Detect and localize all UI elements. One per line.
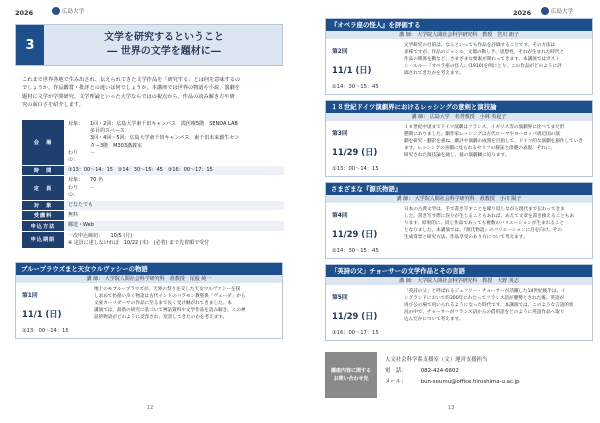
lecture-time: ②14：30〜15：45: [332, 84, 379, 90]
contact-box: [325, 352, 593, 398]
info-key: 申込期限: [22, 232, 64, 248]
intro-line: 究の面白さを紹介します。: [22, 102, 84, 109]
description-line: ン・ルルー『オペラ座の怪人』(1910)を例にとり、この作品がどのように評: [404, 64, 562, 70]
lecture-lecturer: 講 師： 大学院人間社会科学研究科 教授 大野 英志: [326, 277, 592, 285]
info-value: ①13：00〜14：15 ②14：30〜15：45 ③16：00〜17：15: [64, 166, 284, 175]
venue-taisho-label: 対象：: [68, 121, 84, 127]
description-line: 文学研究の目的は、なんといっても作品を評価することです。その方法は: [404, 43, 556, 48]
venue-line: 1回・2回：広島大学東千田キャンパス 霞医療5階 SENDA LAB: [90, 121, 238, 127]
intro-line: これまで世界各地で生み出され、伝えられてきた文学作品を「研究する」とは何を意味するの: [22, 77, 241, 83]
lecture-card-3: [325, 100, 593, 177]
description-line: し求めて彷徨い歩く物語は古代インドのバラモン教聖典「ヴェーダ」から: [94, 294, 246, 300]
course-title-line2: ― 世界の文学を題材に―: [107, 46, 221, 57]
capacity-taisho: 70 名: [90, 177, 103, 184]
lecture-lecturer: 講 師： 広島大学 名誉教授 小林 英起子: [326, 113, 592, 121]
lecture-description: [402, 121, 592, 176]
info-row-period: [22, 232, 284, 249]
description-line: 劇を研究・翻訳を重ね、劇評や演劇の成熟を目指して、ドイツ的な演劇を創作していき: [404, 139, 583, 145]
venue-line: 3回・4回・5回：広島大学東千田キャンパス 東千田未来創生セン: [90, 135, 240, 142]
lecture-time: ③16：00〜17：15: [332, 330, 379, 336]
lecture-card-1: [15, 262, 283, 339]
contact-heading-line: お問い合わせ先: [333, 376, 369, 382]
info-key: 申込方法: [22, 221, 64, 230]
lecture-description: [92, 283, 282, 338]
lecture-description: [402, 285, 592, 340]
lecture-date: 11/29 (日): [332, 311, 378, 321]
contact-details: [377, 352, 593, 398]
lecture-date: 11/1 (日): [332, 65, 372, 75]
lecture-lecturer: 講 師： 大学院人間社会科学研究科 教授 宮川 朗子: [326, 31, 592, 39]
intro-line: でしょうか。作品鑑賞・批評との違いは何でしょうか。本講座では世界の物語や小説、演劇を: [22, 85, 240, 92]
description-line: ングランドにおいて約300年にわたってフランス語が優勢とされた後、英語が: [404, 296, 565, 302]
description-line: １８世紀中頃までドイツ演劇はフランス、イギリス等の演劇界に比べてまだ形: [404, 125, 565, 130]
info-value: 郵送・Web: [64, 221, 284, 230]
lecture-date: 11/29 (日): [332, 147, 378, 157]
lecture-title: 「英詩の父」チョーサーの文学作品とその言語: [326, 265, 592, 277]
lecture-number: 第1回: [22, 293, 38, 299]
info-key: 受講料: [22, 211, 64, 220]
lecture-time: ①13：00〜14：15: [332, 166, 379, 172]
mail-label: メール：: [385, 379, 407, 385]
mail-address[interactable]: bun-soumu@office.hiroshima-u.ac.jp: [420, 379, 520, 385]
lecture-date: 11/29 (日): [332, 229, 378, 239]
info-value: [64, 176, 284, 200]
lecture-card-5: [325, 264, 593, 341]
info-value: 無料: [64, 211, 284, 220]
university-emblem-icon: [52, 7, 60, 15]
page-number: 12: [147, 405, 154, 411]
lecture-title: 『オペラ座の怪人』を評価する: [326, 19, 592, 31]
year-label: 2026: [513, 9, 532, 17]
lecture-description: [402, 203, 592, 258]
info-value: [64, 120, 284, 165]
lecture-title: ブループラウズまと天女ウルヴァシーの物語: [16, 263, 282, 275]
description-line: 研究された演技論を通し、彼の演劇観に迫ります。: [404, 153, 510, 159]
description-line: 多様ですが、作品のジャンル、文壇の動し手、思想性、それが生まれた時代と: [404, 50, 565, 56]
info-value: どなたでも: [64, 201, 284, 210]
venue-line: 多目的スペース: [90, 128, 125, 135]
description-line: 生成背景と研究方法、作品享受のあり方について考えます。: [404, 235, 528, 241]
lecture-date: 11/1 (日): [22, 309, 62, 319]
info-row-venue: [22, 120, 284, 166]
lecture-title: １８世紀ドイツ演劇界におけるレッシングの意剣と演技論: [326, 101, 592, 113]
contact-org: 人文社会科学系支援室（文）運営支援担当: [385, 357, 488, 363]
description-line: 価されてきたかを考えます。: [404, 71, 464, 77]
university-logo: [541, 7, 573, 15]
lecture-card-4: [325, 182, 593, 259]
info-row-capacity: [22, 176, 284, 201]
course-info-table: [22, 120, 284, 249]
university-emblem-icon: [541, 7, 549, 15]
period-line: ※ 定員に達しなければ 10/22 (木) (必着) まで先着順で受付: [68, 239, 210, 246]
course-title: [46, 31, 282, 59]
capacity-taisho-label: 対象：: [68, 177, 84, 184]
info-row-time: [22, 166, 284, 176]
course-number: 3: [16, 25, 44, 65]
contact-heading-line: 講座内容に関する: [330, 368, 371, 374]
venue-line: ター3階 M303講義室: [90, 142, 143, 149]
intro-line: 題材に文学が学問研究、文学理論といった大学ならではの視点から、作品の読み解き方や研: [22, 93, 235, 100]
description-line: 況の中で、チョーサーがフランス語からの借用語をどのように英語作品へ取り: [404, 310, 565, 316]
description-line: 講演では、最新の研究に基づいて神話資料や文学作品を読み解き、この神: [94, 308, 246, 314]
venue-online: －: [90, 149, 96, 156]
description-line: 再び公の場で用いられるようになった時代です。本講演では、このような言語的状: [404, 303, 574, 309]
course-intro: [22, 76, 284, 110]
info-row-fee: [22, 211, 284, 221]
lecture-number: 第3回: [332, 131, 348, 137]
lecture-description: [402, 39, 592, 94]
info-value: [64, 232, 284, 248]
description-line: 話的物語がどのように受容され、変容してきたのかを考えます。: [94, 315, 228, 321]
lecture-time: ②14：30〜15：45: [332, 248, 379, 254]
university-logo: [52, 7, 84, 15]
lecture-lecturer: 講 師： 大学院人間社会科学研究科 准教授 小川 陽子: [326, 195, 592, 203]
venue-online-label: わりの：: [68, 149, 79, 164]
description-line: した。書き写す際に誤りが生じることもあれば、あえて文章を書き換えることもあ: [404, 214, 574, 220]
logo-text: 広島大学: [62, 9, 85, 15]
period-line: 一次申込締切： 10/5 (月): [68, 232, 133, 239]
capacity-online-label: わりの：: [68, 184, 79, 198]
year-label: 2026: [15, 9, 34, 17]
lecture-card-2: [325, 18, 593, 95]
description-line: 日本の古典文学は、手で書き写すことを繰り返しながら現代まで伝わってきま: [404, 207, 565, 212]
description-line: 態期にありました。劇作家レッシングは古代ローマやヨーロッパ周辺国の演: [404, 132, 560, 138]
tel-number: 082-424-6602: [420, 368, 459, 374]
lecture-title: さまざまな『源氏物語』: [326, 183, 592, 195]
info-row-target: [22, 201, 284, 211]
lecture-number: 第4回: [332, 213, 348, 219]
description-line: 「英詩の父」と呼ばれるジェフリー・チョーサーが活躍した14世紀後半は、イ: [404, 289, 566, 294]
course-title-line1: 文学を研究するということ: [104, 32, 224, 43]
info-key: 時 間: [22, 166, 64, 175]
description-line: 地上のモブループラウズが、天界の契りを交した天女ウルヴァシーを探: [94, 287, 241, 292]
tel-label: 電 話：: [385, 368, 407, 374]
lecture-number: 第5回: [332, 295, 348, 301]
info-key: 対 象: [22, 201, 64, 210]
info-row-method: [22, 221, 284, 231]
contact-heading: [325, 352, 377, 398]
info-key: 会 場: [22, 120, 64, 165]
logo-text: 広島大学: [551, 9, 574, 15]
lecture-time: ①13：00〜14：15: [22, 328, 69, 334]
description-line: 込んだかについて考えます。: [404, 317, 464, 323]
description-line: ります。結果的に、同じ作品であっても複数のバリエーションが生まれること: [404, 221, 565, 227]
page-number: 13: [448, 405, 455, 411]
course-header: [15, 24, 283, 66]
description-line: 作品の関係を動など、さまざまな要素が関わってきます。本講演ではガスト: [404, 57, 560, 63]
lecture-lecturer: 講 師： 大学院人間社会科学研究科 准教授 尾股 純一: [16, 275, 282, 283]
description-line: となりました。本講演では、『源氏物語』のバリエーションに目を向け、その: [404, 228, 563, 234]
info-key: 定 員: [22, 176, 64, 200]
capacity-online: －: [90, 184, 96, 191]
description-line: ます。レッシングの喜劇に見られるセリフの検証と俳優の表現、それに、: [404, 146, 555, 152]
description-line: 文豪カーリダーサの作品に至るまで長く受け継がれてきました。本: [94, 301, 232, 307]
lecture-number: 第2回: [332, 49, 348, 55]
